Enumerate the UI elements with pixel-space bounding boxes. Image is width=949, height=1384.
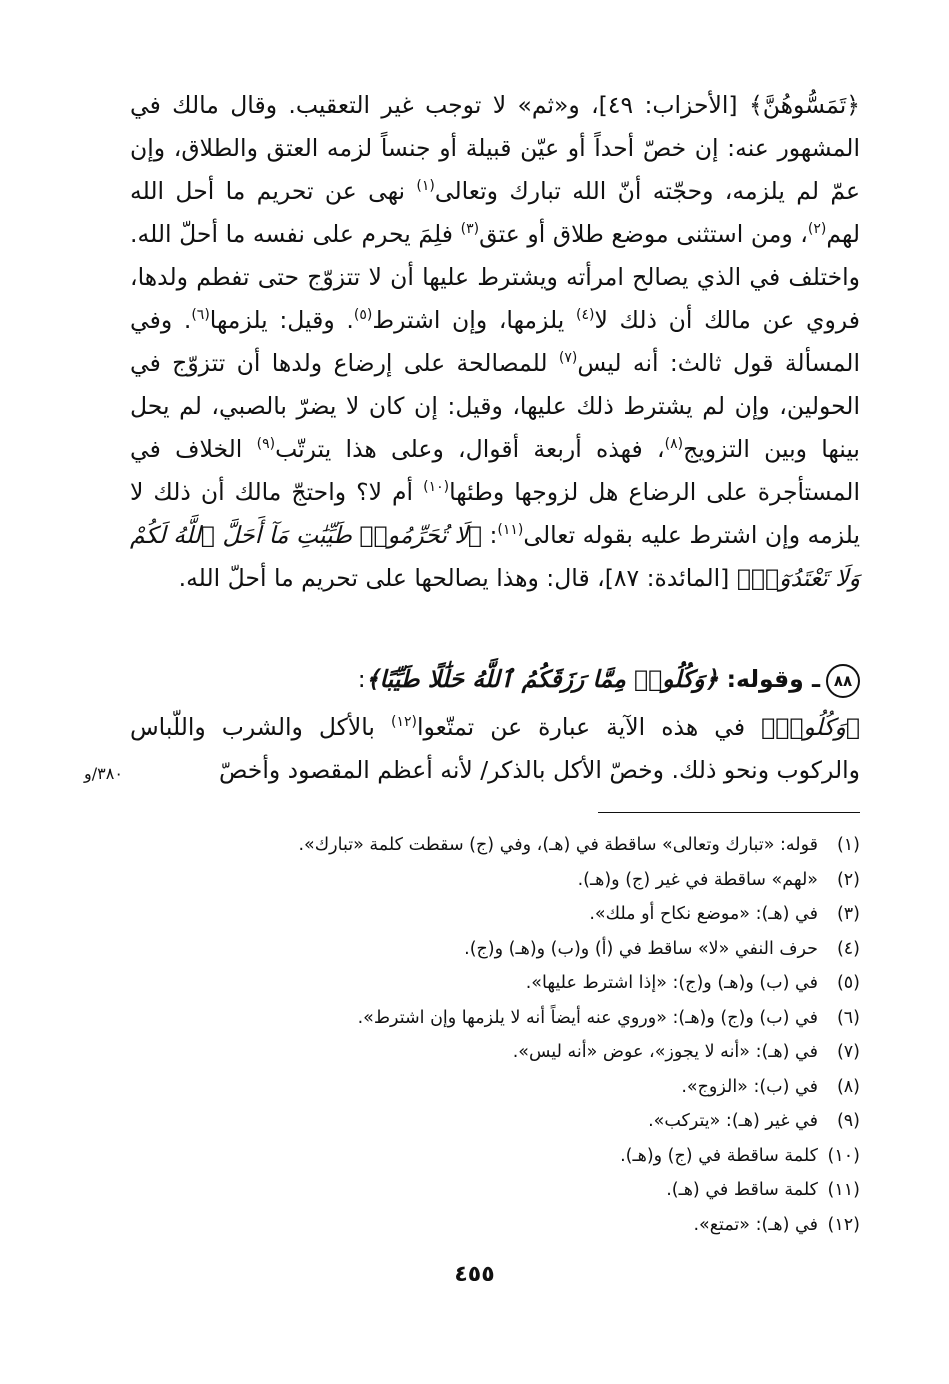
footnote-number: (٨)	[836, 1076, 860, 1097]
footnote-item	[130, 1001, 860, 1036]
text-run: بالأكل والشرب واللّباس والركوب ونحو ذلك. وخصّ الأكل بالذكر/ لأنه أعظم المقصود وأخصّ	[130, 713, 860, 784]
text-run: . وفي المسألة قول ثالث: أنه ليس	[130, 306, 860, 377]
footnote-text: حرف النفي «لا» ساقط في (أ) و(ب) و(هـ) و(ج).	[464, 938, 818, 959]
footnote-number: (٥)	[836, 973, 860, 993]
text-run: نهى عن تحريم ما أحل الله لهم	[130, 177, 860, 248]
footnote-ref: (٨)	[664, 436, 684, 453]
text-run: أم لا؟ واحتجّ مالك أن ذلك لا يلزمه وإن اشترط عليه بقوله تعالى	[130, 478, 861, 549]
footnote-number: (١٠)	[827, 1145, 860, 1166]
section-paragraph	[130, 706, 860, 792]
paragraph-1	[130, 84, 860, 600]
text-run: ، ومن استثنى موضع طلاق أو عتق	[479, 220, 808, 248]
footnote-ref: (١١)	[497, 522, 524, 539]
footnote-ref: (٩)	[256, 436, 276, 453]
footnote-ref: (٤)	[575, 307, 595, 324]
footnote-ref: (١٢)	[391, 714, 417, 731]
footnote-ref: (١)	[416, 178, 435, 195]
footnote-text: في (ب) و(هـ) و(ج): «إذا اشترط عليها».	[525, 973, 818, 993]
footnote-text: قوله: «تبارك وتعالى» ساقطة في (هـ)، وفي (ج) سقطت كلمة «تبارك».	[298, 835, 818, 855]
verse-number-badge: ٨٨	[826, 664, 860, 698]
footnote-ref: (٧)	[558, 350, 578, 367]
footnote-item	[130, 1139, 860, 1174]
footnote-item	[130, 1070, 860, 1105]
footnote-item	[130, 932, 860, 967]
main-paragraph	[130, 84, 860, 600]
manuscript-folio-ref: ٣٨٠/و	[84, 764, 123, 783]
footnote-number: (٧)	[836, 1042, 860, 1062]
text-run: . وقيل: يلزمها	[209, 306, 354, 334]
footnote-ref: (٥)	[353, 307, 373, 324]
footnote-ref: (٣)	[460, 221, 480, 238]
text-run: يلزمها، وإن اشترط	[372, 306, 576, 334]
footnote-number: (٩)	[836, 1111, 860, 1131]
quran-verse: ﴿لَا تُحَرِّمُوا۟ طَيِّبَٰتِ مَآ أَحَلَّ ٱللَّهُ لَكُمْ وَلَا تَعْتَدُوٓا۟﴾	[130, 521, 860, 592]
footnote-item	[130, 1208, 860, 1243]
text-run: ﴿تَمَسُّوهُنَّ﴾ [الأحزاب: ٤٩]، و«ثم» لا توجب غير التعقيب. وقال مالك في المشهور عنه: إن خصّ أحداً أو عيّن قبيلة أو جنساً لزمه العتق والطلاق، وإن عمّ لم يلزمه، وحجّته أنّ الله تبارك وتعالى	[130, 91, 861, 205]
footnote-text: في (هـ): «موضع نكاح أو ملك».	[589, 904, 818, 924]
footnote-item	[130, 1104, 860, 1139]
text-run: [المائدة: ٨٧]، قال: وهذا يصالحها على تحريم ما أحلّ الله.	[178, 564, 737, 592]
footnote-item	[130, 863, 860, 898]
page-number: ٤٥٥	[454, 1262, 495, 1287]
footnote-item	[130, 897, 860, 932]
footnote-item	[130, 1035, 860, 1070]
text-run: في هذه الآية عبارة عن تمتّعوا	[416, 713, 762, 741]
footnote-text: في (ب): «الزوج».	[681, 1076, 818, 1097]
footnote-text: كلمة ساقطة في (ج) و(هـ).	[620, 1145, 818, 1166]
heading-colon: :	[357, 665, 366, 693]
footnote-number: (١٢)	[827, 1214, 860, 1235]
section-heading	[130, 658, 860, 701]
footnote-text: في (هـ): «تمتع».	[693, 1214, 818, 1235]
footnote-number: (١)	[836, 835, 860, 855]
text-run: ، فهذه أربعة أقوال، وعلى هذا يترتّب	[275, 435, 665, 463]
text-run: :	[481, 521, 498, 549]
footnote-text: كلمة ساقط في (هـ).	[666, 1180, 818, 1200]
footnote-ref: (٦)	[191, 307, 210, 324]
footnote-ref: (١٠)	[423, 479, 450, 496]
footnote-text: في غير (هـ): «يتركب».	[648, 1111, 818, 1131]
footnote-number: (١١)	[827, 1180, 860, 1200]
footnote-item	[130, 828, 860, 863]
text-run: الخلاف في المستأجرة على الرضاع هل لزوجها وطئها	[130, 435, 860, 506]
footnote-ref: (٢)	[807, 221, 827, 238]
footnotes-list	[130, 828, 860, 1242]
footnote-text: «لهم» ساقطة في غير (ج) و(هـ).	[577, 869, 818, 890]
footnote-item	[130, 966, 860, 1001]
footnote-number: (٣)	[836, 904, 860, 924]
heading-label: ـ وقوله:	[718, 665, 820, 693]
quran-word: ﴿وَكُلُوا۟﴾	[761, 713, 860, 741]
footnote-number: (٢)	[836, 869, 860, 890]
footnote-number: (٤)	[836, 938, 860, 959]
footnote-text: في (هـ): «أنه لا يجوز»، عوض «أنه ليس».	[512, 1042, 818, 1062]
footnote-text: في (ب) و(ج) و(هـ): «وروي عنه أيضاً أنه لا يلزمها وإن اشترط».	[357, 1007, 818, 1028]
footnote-item	[130, 1173, 860, 1208]
footnote-number: (٦)	[836, 1007, 860, 1028]
text-run: فلِمَ يحرم على نفسه ما أحلّ الله. واختلف في الذي يصالح امرأته ويشترط عليها أن لا تتزوّج حتى تفطم ولدها، فروي عن مالك أن ذلك لا	[130, 220, 860, 334]
quran-verse: ﴿وَكُلُوا۟ مِمَّا رَزَقَكُمُ ٱللَّهُ حَلَٰلًا طَيِّبًا﴾	[365, 665, 719, 693]
footnote-separator	[598, 812, 860, 813]
text-run: للمصالحة على إرضاع ولدها أن تتزوّج في الحولين، وإن لم يشترط ذلك عليها، وقيل: إن كان لا يضرّ بالصبي، لم يحل بينها وبين التزويج	[130, 349, 860, 463]
